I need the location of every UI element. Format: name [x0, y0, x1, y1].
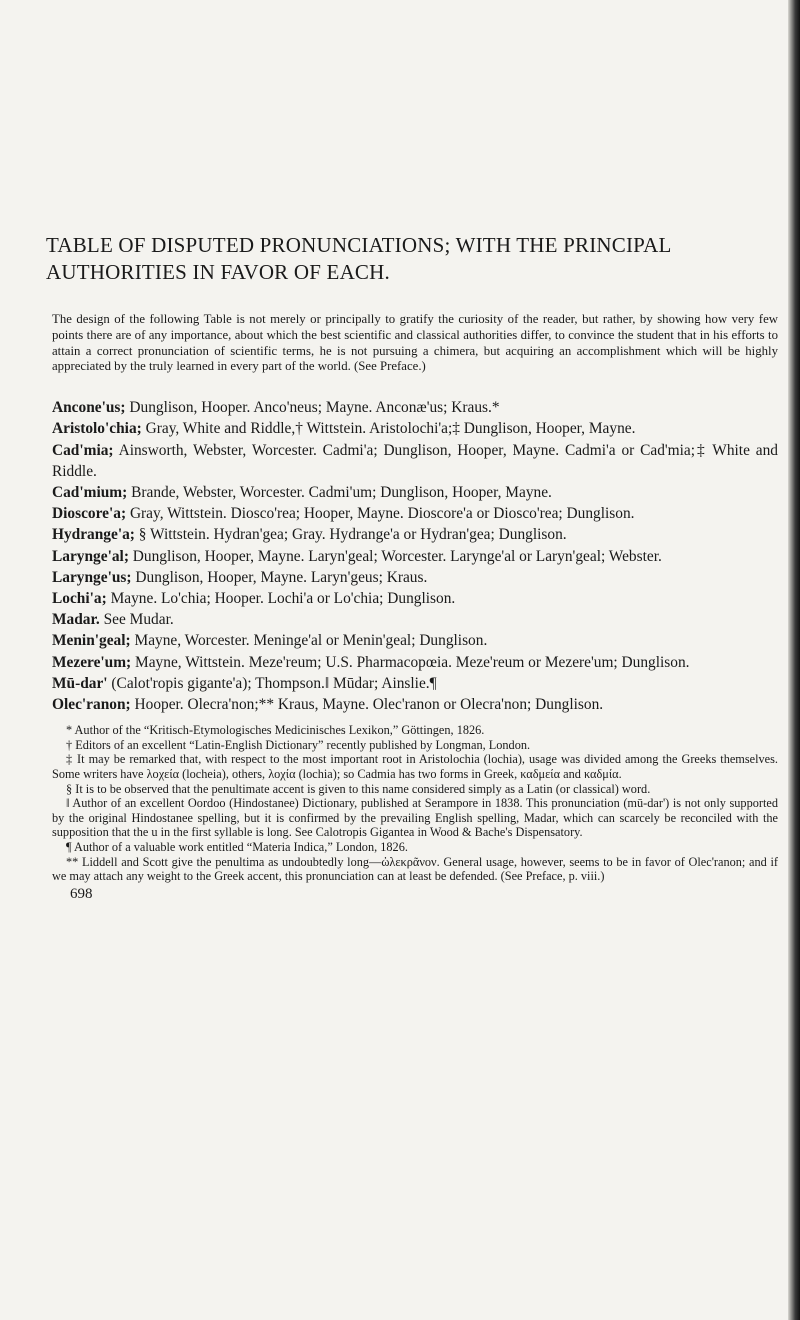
entry-headword: Dioscore'a; — [52, 505, 127, 523]
entry — [52, 440, 778, 482]
pronunciation-table — [52, 397, 778, 715]
entry-headword: Olec'ranon; — [52, 696, 131, 714]
entry — [52, 652, 778, 673]
footnote: ‡ It may be remarked that, with respect to the most important root in Aristolochia (lochia), usage was divided among the Greeks themselves. Some writers have λοχεία (locheia), others, λοχία (lochia); so Cadmia has two forms in Greek, καδμεία and καδμία. — [52, 752, 778, 782]
entry-headword: Ancone'us; — [52, 399, 126, 417]
entry-text: Ainsworth, Webster, Worcester. Cadmi'a; Dunglison, Hooper, Mayne. Cadmi'a or Cad'mia;‡ White and Riddle. — [52, 441, 778, 480]
entry-headword: Madar. — [52, 611, 100, 629]
entry-text: Brande, Webster, Worcester. Cadmi'um; Dunglison, Hooper, Mayne. — [127, 484, 552, 501]
entry — [52, 418, 778, 439]
footnotes — [52, 723, 778, 884]
entry-text: Mayne. Lo'chia; Hooper. Lochi'a or Lo'chia; Dunglison. — [106, 590, 456, 608]
entry-text: Dunglison, Hooper. Anco'neus; Mayne. Anconæ'us; Kraus.* — [125, 399, 500, 417]
entry-headword: Cad'mia; — [52, 441, 114, 459]
entry-headword: Lochi'a; — [52, 590, 107, 608]
entry-text: Dunglison, Hooper, Mayne. Laryn'geal; Worcester. Larynge'al or Laryn'geal; Webster. — [128, 547, 662, 565]
page-number: 698 — [70, 885, 93, 902]
footnote: * Author of the “Kritisch-Etymologisches Medicinisches Lexikon,” Göttingen, 1826. — [66, 723, 485, 738]
entry-text: Gray, White and Riddle,† Wittstein. Aristolochi'a;‡ Dunglison, Hooper, Mayne. — [141, 420, 636, 438]
entry — [52, 609, 778, 630]
entry — [52, 588, 778, 609]
entry-headword: Menin'geal; — [52, 632, 131, 650]
entry-headword: Larynge'al; — [52, 547, 129, 565]
footnote: ** Liddell and Scott give the penultima as undoubtedly long—ὠλεκρᾶνον. General usage, however, seems to be in favor of Olec'ranon; and if we may attach any weight to the Greek accent, this pronunciation can at least be defended. (See Preface, p. viii.) — [52, 854, 778, 884]
entry — [52, 673, 778, 694]
entry — [52, 694, 778, 715]
entry-headword: Aristolo'chia; — [52, 420, 142, 438]
entry — [52, 482, 778, 503]
book-page — [40, 232, 778, 903]
entry-headword: Cad'mium; — [52, 484, 128, 501]
page-title: TABLE OF DISPUTED PRONUNCIATIONS; WITH THE PRINCIPAL AUTHORITIES IN FAVOR OF EACH. — [46, 233, 671, 284]
entry-text: Mayne, Wittstein. Meze'reum; U.S. Pharmacopœia. Meze'reum or Mezere'um; Dunglison. — [131, 653, 690, 671]
footnote: § It is to be observed that the penultimate accent is given to this name considered simply as a Latin (or classical) word. — [66, 781, 651, 796]
entry — [52, 397, 778, 418]
entry-text: Gray, Wittstein. Diosco'rea; Hooper, Mayne. Dioscore'a or Diosco'rea; Dunglison. — [126, 505, 635, 523]
entry — [52, 546, 778, 567]
entry-text: § Wittstein. Hydran'gea; Gray. Hydrange'a or Hydran'gea; Dunglison. — [134, 526, 567, 544]
entry-text: See Mudar. — [99, 611, 174, 629]
entry-headword: Hydrange'a; — [52, 526, 135, 544]
footnote: ¶ Author of a valuable work entitled “Materia Indica,” London, 1826. — [66, 839, 408, 854]
intro-paragraph: The design of the following Table is not merely or principally to gratify the curiosity of the reader, but rather, by showing how very few points there are of any importance, about which the best scientific and classical authorities differ, to convince the student that in his efforts to attain a correct pronunciation of scientific terms, he is not pursuing a chimera, but acquiring an accomplishment which will be highly appreciated by the truly learned in every part of the world. (See Preface.) — [52, 312, 778, 374]
entry — [52, 630, 778, 651]
entry — [52, 567, 778, 588]
entry-text: Hooper. Olecra'non;** Kraus, Mayne. Olec'ranon or Olecra'non; Dunglison. — [130, 696, 604, 714]
entry — [52, 503, 778, 524]
entry-text: Mayne, Worcester. Meninge'al or Menin'geal; Dunglison. — [130, 632, 488, 650]
entry — [52, 524, 778, 545]
entry-text: (Calot'ropis gigante'a); Thompson.‖ Mūdar; Ainslie.¶ — [107, 674, 437, 692]
footnote: † Editors of an excellent “Latin-English Dictionary” recently published by Longman, London. — [66, 737, 531, 752]
entry-headword: Larynge'us; — [52, 568, 132, 586]
entry-text: Dunglison, Hooper, Mayne. Laryn'geus; Kraus. — [131, 568, 428, 586]
entry-headword: Mezere'um; — [52, 653, 132, 671]
book-binding-edge — [788, 0, 800, 1320]
entry-headword: Mū-dar' — [52, 674, 108, 692]
footnote: ‖ Author of an excellent Oordoo (Hindostanee) Dictionary, published at Serampore in 1838. This pronunciation (mū-dar') is not only supported by the original Hindostanee spelling, but it is confirmed by the prevailing English spelling, Madar, which can scarcely be reconciled with the supposition that the u in the first syllable is long. See Calotropis Gigantea in Wood & Bache's Dispensatory. — [52, 796, 778, 840]
